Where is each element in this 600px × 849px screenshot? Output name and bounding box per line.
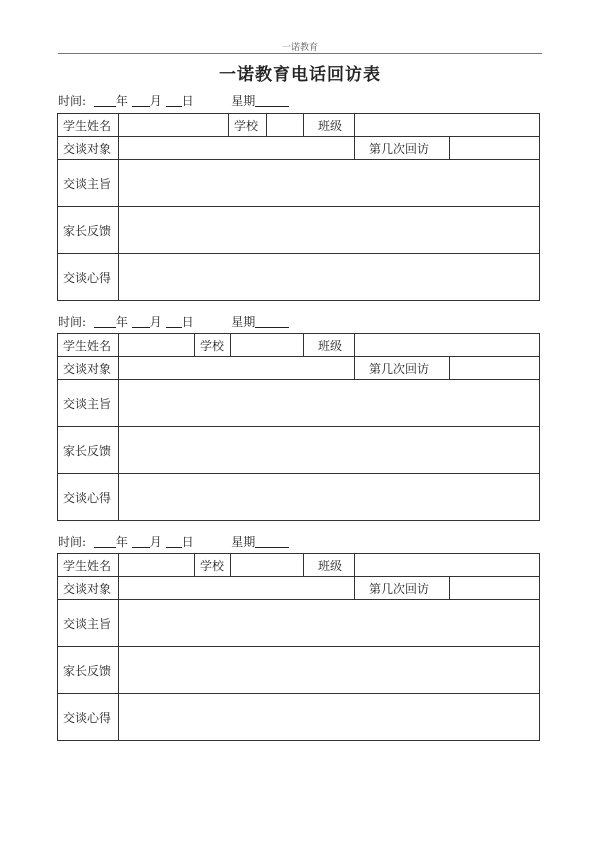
weekday-blank[interactable] bbox=[255, 534, 289, 548]
visit-count-label: 第几次回访 bbox=[355, 357, 450, 380]
visit-form-2 bbox=[57, 333, 540, 521]
class-label: 班级 bbox=[304, 554, 355, 577]
weekday-label: 星期 bbox=[231, 535, 256, 549]
student-name-field[interactable] bbox=[119, 334, 195, 357]
day-blank[interactable] bbox=[166, 314, 182, 328]
month-blank[interactable] bbox=[132, 534, 150, 548]
month-blank[interactable] bbox=[132, 314, 150, 328]
topic-field[interactable] bbox=[119, 380, 540, 427]
class-field[interactable] bbox=[355, 334, 540, 357]
date-line-1 bbox=[58, 93, 289, 109]
header-divider bbox=[58, 53, 542, 54]
date-line-3 bbox=[58, 534, 289, 550]
date-line-2 bbox=[58, 314, 289, 330]
contact-field[interactable] bbox=[119, 577, 355, 600]
class-label: 班级 bbox=[304, 114, 355, 137]
visit-count-label: 第几次回访 bbox=[355, 137, 450, 160]
month-label: 月 bbox=[149, 94, 162, 108]
student-name-field[interactable] bbox=[119, 114, 229, 137]
reflection-label: 交谈心得 bbox=[58, 474, 119, 521]
year-label: 年 bbox=[115, 315, 128, 329]
visit-count-field[interactable] bbox=[450, 357, 540, 380]
day-label: 日 bbox=[181, 94, 194, 108]
month-blank[interactable] bbox=[132, 93, 150, 107]
reflection-field[interactable] bbox=[119, 474, 540, 521]
visit-form-1 bbox=[57, 113, 540, 301]
visit-count-field[interactable] bbox=[450, 577, 540, 600]
contact-field[interactable] bbox=[119, 137, 355, 160]
header-org: 一诺教育 bbox=[281, 43, 318, 53]
page-title: 一诺教育电话回访表 bbox=[219, 65, 381, 85]
time-label: 时间: bbox=[58, 535, 87, 549]
student-name-label: 学生姓名 bbox=[58, 554, 119, 577]
feedback-label: 家长反馈 bbox=[58, 207, 119, 254]
visit-count-field[interactable] bbox=[450, 137, 540, 160]
school-label: 学校 bbox=[195, 334, 231, 357]
class-field[interactable] bbox=[355, 114, 540, 137]
weekday-blank[interactable] bbox=[255, 93, 289, 107]
student-name-field[interactable] bbox=[119, 554, 195, 577]
feedback-field[interactable] bbox=[119, 427, 540, 474]
time-label: 时间: bbox=[58, 315, 87, 329]
school-field[interactable] bbox=[231, 334, 304, 357]
year-blank[interactable] bbox=[94, 314, 116, 328]
reflection-label: 交谈心得 bbox=[58, 254, 119, 301]
day-blank[interactable] bbox=[166, 534, 182, 548]
contact-label: 交谈对象 bbox=[58, 357, 119, 380]
month-label: 月 bbox=[149, 535, 162, 549]
topic-field[interactable] bbox=[119, 160, 540, 207]
visit-count-label: 第几次回访 bbox=[355, 577, 450, 600]
school-label: 学校 bbox=[195, 554, 231, 577]
contact-field[interactable] bbox=[119, 357, 355, 380]
topic-label: 交谈主旨 bbox=[58, 380, 119, 427]
school-field[interactable] bbox=[231, 554, 304, 577]
day-blank[interactable] bbox=[166, 93, 182, 107]
feedback-field[interactable] bbox=[119, 647, 540, 694]
year-label: 年 bbox=[115, 535, 128, 549]
topic-field[interactable] bbox=[119, 600, 540, 647]
school-label: 学校 bbox=[229, 114, 267, 137]
feedback-field[interactable] bbox=[119, 207, 540, 254]
student-name-label: 学生姓名 bbox=[58, 334, 119, 357]
day-label: 日 bbox=[181, 315, 194, 329]
time-label: 时间: bbox=[58, 94, 87, 108]
contact-label: 交谈对象 bbox=[58, 137, 119, 160]
reflection-field[interactable] bbox=[119, 694, 540, 741]
visit-form-3 bbox=[57, 553, 540, 741]
weekday-label: 星期 bbox=[231, 94, 256, 108]
month-label: 月 bbox=[149, 315, 162, 329]
feedback-label: 家长反馈 bbox=[58, 647, 119, 694]
year-blank[interactable] bbox=[94, 93, 116, 107]
topic-label: 交谈主旨 bbox=[58, 600, 119, 647]
class-field[interactable] bbox=[355, 554, 540, 577]
reflection-field[interactable] bbox=[119, 254, 540, 301]
class-label: 班级 bbox=[304, 334, 355, 357]
contact-label: 交谈对象 bbox=[58, 577, 119, 600]
year-label: 年 bbox=[115, 94, 128, 108]
topic-label: 交谈主旨 bbox=[58, 160, 119, 207]
weekday-label: 星期 bbox=[231, 315, 256, 329]
reflection-label: 交谈心得 bbox=[58, 694, 119, 741]
year-blank[interactable] bbox=[94, 534, 116, 548]
school-field[interactable] bbox=[267, 114, 304, 137]
weekday-blank[interactable] bbox=[255, 314, 289, 328]
feedback-label: 家长反馈 bbox=[58, 427, 119, 474]
student-name-label: 学生姓名 bbox=[58, 114, 119, 137]
day-label: 日 bbox=[181, 535, 194, 549]
